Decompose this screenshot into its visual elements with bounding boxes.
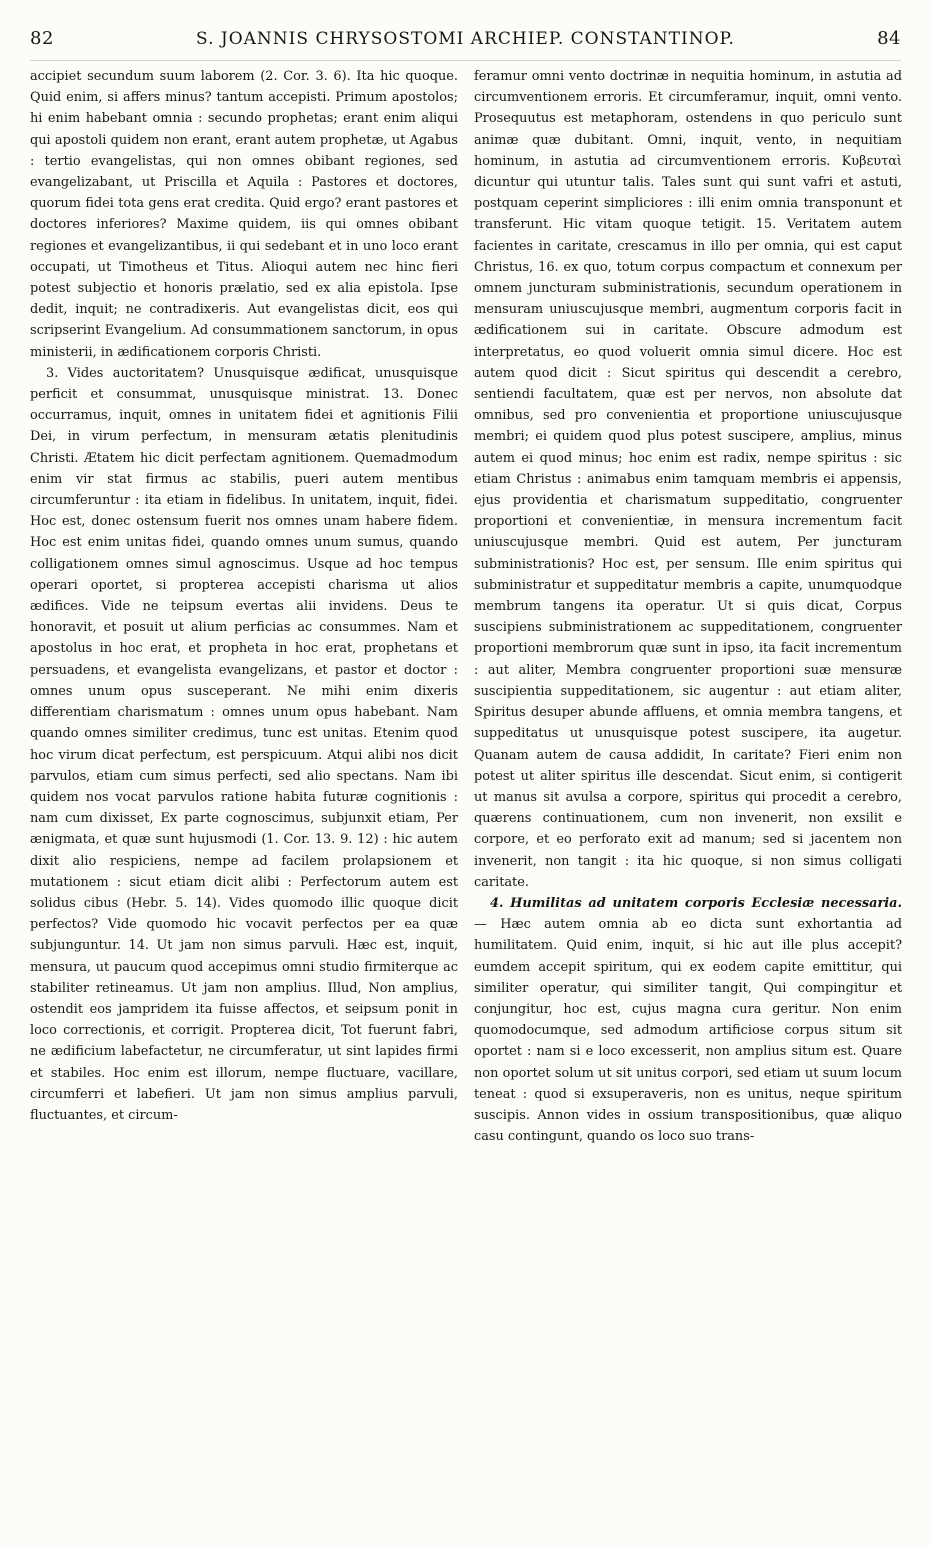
right-paragraph-1: feramur omni vento doctrinæ in nequitia hominum, in astutia ad circumventionem erroris. Et circumferamur, inquit, omni vento. Prosequutus est metaphoram, ostendens in quo periculo sunt animæ quæ dubitant. Omni, inquit, vento, in nequitiam hominum, in astutia ad circumventionem erroris. Κυβευταὶ dicuntur qui utuntur talis. Tales sunt qui sunt vafri et astuti, postquam ceperint simpliciores : illi enim omnia transponunt et transferunt. Hic vitam quoque tetigit. 15. Veritatem autem facientes in caritate, crescamus in illo per omnia, qui est caput Christus, 16. ex quo, totum corpus compactum et connexum per omnem juncturam subministrationis, secundum operationem in mensuram uniuscujusque membri, augmentum corporis facit in ædificationem sui in caritate. Obscure admodum est interpretatus, eo quod voluerit omnia simul dicere. Hoc est autem quod dicit : Sicut spiritus qui descendit a cerebro, sentiendi facultatem, quæ est per nervos, non absolute dat omnibus, sed pro convenientia et proportione uniuscujusque membri; ei quidem quod plus potest suscipere, amplius, minus autem ei quod minus; hoc enim est radix, nempe spiritus : sic etiam Christus : animabus enim tamquam membris ei appensis, ejus providentia et charismatum suppeditatio, congruenter proportioni et convenientiæ, in mensura incrementum facit uniuscujusque membri. Quid est autem, Per juncturam subministrationis? Hoc est, per sensum. Ille enim spiritus qui subministratur et suppeditatur membris a capite, unumquodque membrum tangens ita operatur. Ut si quis dicat, Corpus suscipiens subministrationem ac suppeditationem, congruenter proportioni membrorum quæ sunt in ipso, ita facit incrementum : aut aliter, Membra congruenter proportioni suæ mensuræ suscipientia suppeditationem, sic augentur : aut etiam aliter, Spiritus desuper abunde affluens, et omnia membra tangens, et suppeditatus ut unusquisque potest suscipere, ita augetur. Quanam autem de causa addidit, In caritate? Fieri enim non potest ut aliter spiritus ille descendat. Sicut enim, si contigerit ut manus sit avulsa a corpore, spiritus qui procedit a cerebro, quærens continuationem, cum non invenerit, non exsilit e corpore, et eo perforato exit ad manum; sed si jacentem non invenerit, non tangit : ita hic quoque, si non simus colligati caritate. [474, 69, 902, 890]
running-header [30, 28, 901, 58]
right-paragraph-2-body: — Hæc autem omnia ab eo dicta sunt exhortantia ad humilitatem. Quid enim, inquit, si hic aut ille plus accepit? eumdem accepit spiritum, qui ex eodem capite emittitur, qui similiter operatur, qui similiter tangit, Qui compingitur et conjungitur, hoc est, cujus magna cura geritur. Non enim quomodocumque, sed admodum artificiose corpus situm sit oportet : nam si e loco excesserit, non amplius situm est. Quare non oportet solum ut sit unitus corpori, sed etiam ut suum locum teneat : quod si exsuperaveris, non es unitus, neque spiritum suscipis. Annon vides in ossium transpositionibus, quæ aliquo casu contingunt, quando os loco suo trans- [474, 917, 902, 1145]
right-paragraph-2 [474, 893, 902, 1147]
right-text-column [474, 66, 902, 1536]
left-paragraph-2: 3. Vides auctoritatem? Unusquisque ædificat, unusquisque perficit et consummat, unusquisque ministrat. 13. Donec occurramus, inquit, omnes in unitatem fidei et agnitionis Filii Dei, in virum perfectum, in mensuram ætatis plenitudinis Christi. Ætatem hic dicit perfectam agnitionem. Quemadmodum enim vir stat firmus ac stabilis, pueri autem mentibus circumferuntur : ita etiam in fidelibus. In unitatem, inquit, fidei. Hoc est, donec ostensum fuerit nos omnes unam habere fidem. Hoc est enim unitas fidei, quando omnes unum sumus, quando colligationem omnes simul agnoscimus. Usque ad hoc tempus operari oportet, si propterea accepisti charisma ut alios ædifices. Vide ne teipsum evertas alii invidens. Deus te honoravit, et posuit ut alium perficias ac consummes. Nam et apostolus in hoc erat, et propheta in hoc erat, prophetans et persuadens, et evangelista evangelizans, et pastor et doctor : omnes unum opus susceperant. Ne mihi enim dixeris differentiam charismatum : omnes unum opus habebant. Nam quando omnes similiter credimus, tunc est unitas. Etenim quod hoc virum dicat perfectum, est perspicuum. Atqui alibi nos dicit parvulos, etiam cum simus perfecti, sed alio spectans. Nam ibi quidem nos vocat parvulos ratione habita futuræ cognitionis : nam cum dixisset, Ex parte cognoscimus, subjunxit etiam, Per ænigmata, et quæ sunt hujusmodi (1. Cor. 13. 9. 12) : hic autem dixit alio respiciens, nempe ad facilem prolapsionem et mutationem : sicut etiam dicit alibi : Perfectorum autem est solidus cibus (Hebr. 5. 14). Vides quomodo illic quoque dicit perfectos? Vide quomodo hic vocavit perfectos per ea quæ subjunguntur. 14. Ut jam non simus parvuli. Hæc est, inquit, mensura, ut paucum quod accepimus omni studio firmiterque ac stabiliter retineamus. Ut jam non amplius. Illud, Non amplius, ostendit eos jampridem ita fuisse affectos, et seipsum ponit in loco correctionis, et corrigit. Propterea dicit, Tot fuerunt fabri, ne ædificium labefactetur, ne circumferatur, ut sint lapides firmi et stabiles. Hoc enim est illorum, nempe fluctuare, vacillare, circumferri et labefieri. Ut jam non simus amplius parvuli, fluctuantes, et circum- [30, 365, 458, 1123]
running-title: S. JOANNIS CHRYSOSTOMI ARCHIEP. CONSTANTINOP. [196, 29, 735, 49]
left-text-column [30, 66, 458, 1536]
section-heading: 4. Humilitas ad unitatem corporis Ecclesiæ necessaria. [490, 895, 902, 911]
left-page-number: 82 [30, 28, 54, 49]
left-paragraph-1: accipiet secundum suum laborem (2. Cor. 3. 6). Ita hic quoque. Quid enim, si affers minus? tantum accepisti. Primum apostolos; hi enim habebant omnia : secundo prophetas; erant enim aliqui qui apostoli quidem non erant, erant autem prophetæ, ut Agabus : tertio evangelistas, qui non omnes obibant regiones, sed evangelizabant, ut Priscilla et Aquila : Pastores et doctores, quorum fidei tota gens erat credita. Quid ergo? erant pastores et doctores inferiores? Maxime quidem, iis qui omnes obibant regiones et evangelizantibus, ii qui sedebant et in uno loco erant occupati, ut Timotheus et Titus. Alioqui autem nec hinc fieri potest subjectio et honoris prælatio, sed ex alia epistola. Ipse dedit, inquit; ne contradixeris. Aut evangelistas dicit, eos qui scripserint Evangelium. Ad consummationem sanctorum, in opus ministerii, in ædificationem corporis Christi. [30, 69, 458, 360]
right-page-number: 84 [877, 28, 901, 49]
header-divider [30, 60, 901, 61]
